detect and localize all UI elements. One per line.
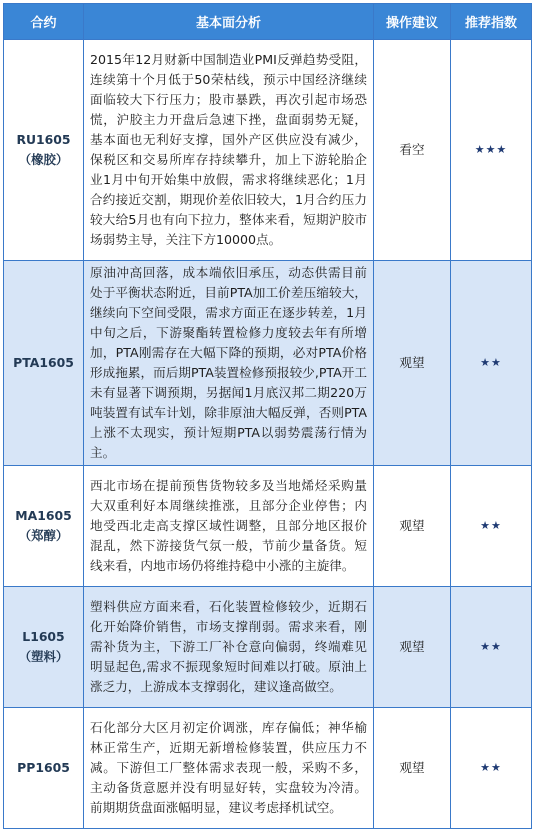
contract-code: MA1605 — [15, 508, 72, 523]
contract-cell — [4, 261, 84, 466]
table-row — [4, 708, 532, 829]
header-rating: 推荐指数 — [451, 4, 532, 40]
contract-name: （郑醇） — [18, 528, 69, 543]
rating-stars: ★★ — [451, 466, 532, 587]
advice-text: 观望 — [374, 708, 451, 829]
analysis-text: 原油冲高回落，成本端依旧承压，动态供需目前处于平衡状态附近，目前PTA加工价差压缩较大，继续向下空间受限，需求方面正在逐步转差，1月中旬之后，下游聚酯转置检修力度较去年有所增加，PTA刚需存在大幅下降的预期，必对PTA价格形成拖累，而后期PTA装置检修预报较少,PTA开工未有显著下调预期，另据闻1月底汉邦二期220万吨装置有试车计划，除非原油大幅反弹，否则PTA上涨不太现实，预计短期PTA以弱势震荡行情为主。 — [84, 261, 374, 466]
table-row — [4, 261, 532, 466]
header-contract: 合约 — [4, 4, 84, 40]
rating-stars: ★★ — [451, 708, 532, 829]
rating-stars: ★★★ — [451, 40, 532, 261]
contract-cell — [4, 587, 84, 708]
contract-cell — [4, 708, 84, 829]
rating-stars: ★★ — [451, 261, 532, 466]
advice-text: 看空 — [374, 40, 451, 261]
table-header-row — [4, 4, 532, 40]
analysis-text: 石化部分大区月初定价调涨，库存偏低；神华榆林正常生产，近期无新增检修装置，供应压力不减。下游但工厂整体需求表现一般，采购不多，主动备货意愿并没有明显好转，实盘较为冷清。前期期货盘面涨幅明显，建议考虑择机试空。 — [84, 708, 374, 829]
analysis-text: 西北市场在提前预售货物较多及当地烯烃采购量大双重利好本周继续推涨，且部分企业停售；内地受西北走高支撑区域性调整，且部分地区报价混乱，然下游接货气氛一般，节前少量备货。短线来看，内地市场仍将维持稳中小涨的主旋律。 — [84, 466, 374, 587]
table-row — [4, 587, 532, 708]
analysis-text: 2015年12月财新中国制造业PMI反弹趋势受阻，连续第十个月低于50荣枯线，预示中国经济继续面临较大下行压力；股市暴跌，再次引起市场恐慌，沪胶主力开盘后急速下挫，盘面弱势无疑，基本面也无利好支撑，国外产区供应没有减少，保税区和交易所库存持续攀升，加上下游轮胎企业1月中旬开始集中放假，需求将继续恶化；1月合约接近交割，期现价差依旧较大，1月合约压力较大给5月也有向下拉力，整体来看，短期沪胶市场弱势主导，关注下方10000点。 — [84, 40, 374, 261]
table-row — [4, 466, 532, 587]
advice-text: 观望 — [374, 261, 451, 466]
analysis-text: 塑料供应方面来看，石化装置检修较少，近期石化开始降价销售，市场支撑削弱。需求来看，刚需补货为主，下游工厂补仓意向偏弱，终端难见明显起色,需求不振现象短时间难以打破。原油上涨乏力，上游成本支撑弱化，建议逢高做空。 — [84, 587, 374, 708]
contract-code: RU1605 — [16, 132, 71, 147]
header-analysis: 基本面分析 — [84, 4, 374, 40]
header-advice: 操作建议 — [374, 4, 451, 40]
contract-name: （橡胶） — [18, 152, 69, 167]
rating-stars: ★★ — [451, 587, 532, 708]
contract-code: L1605 — [22, 629, 65, 644]
futures-recommendation-table — [3, 3, 532, 829]
contract-cell — [4, 466, 84, 587]
contract-name: （塑料） — [18, 649, 69, 664]
table-row — [4, 40, 532, 261]
contract-cell — [4, 40, 84, 261]
advice-text: 观望 — [374, 466, 451, 587]
advice-text: 观望 — [374, 587, 451, 708]
contract-code: PP1605 — [17, 760, 70, 775]
contract-code: PTA1605 — [13, 355, 74, 370]
